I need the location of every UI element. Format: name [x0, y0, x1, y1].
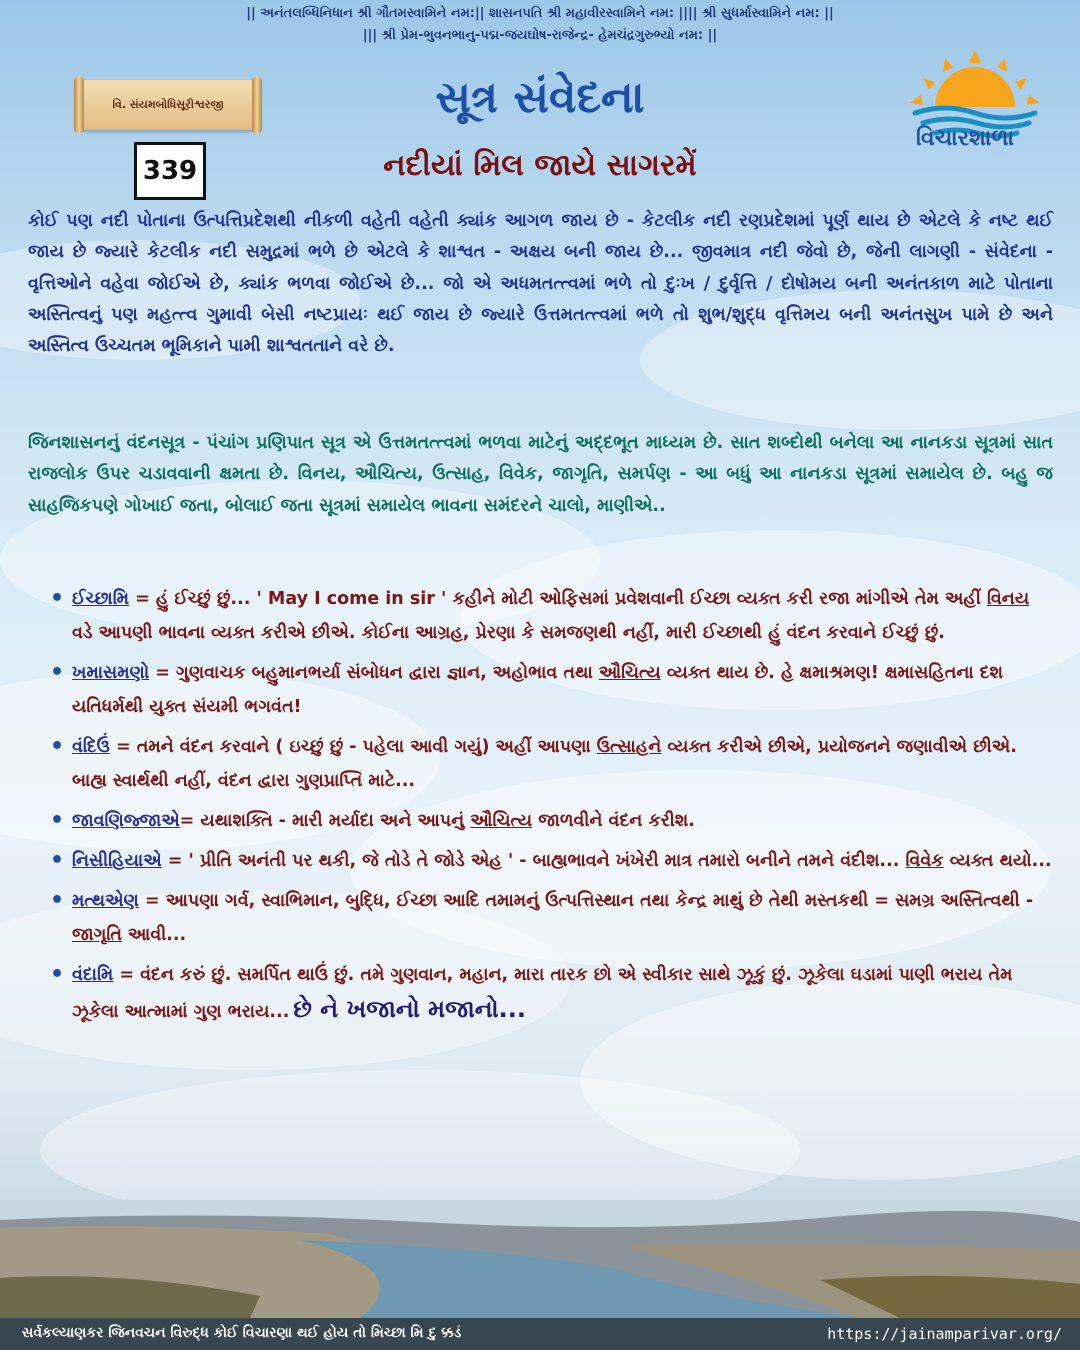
- header-salutation-line-1: || અનંતલબ્ધિનિધાન શ્રી ગૌતમસ્વામિને નમ:|| શાસનપતિ શ્રી મહાવીરસ્વામિને નમ: |||| શ્રી સુધર્માસ્વામિને નમ: ||: [246, 6, 834, 21]
- item-text: = હું ઈચ્છું છું... ' May I come in sir ' કહીને મોટી ઓફિસમાં પ્રવેશવાની ઈચ્છા વ્યક્ત કરી રજા માંગીએ તેમ અહીં: [129, 589, 987, 609]
- item-text: = ' પ્રીતિ અનંતી પર થકી, જે તોડે તે જોડે એહ ' - બાહ્યભાવને ખંખેરી માત્ર તમારો બનીને તમને વંદીશ...: [161, 851, 906, 871]
- list-item: [50, 958, 1055, 1029]
- item-text: આવી...: [121, 925, 187, 945]
- list-item: [50, 656, 1055, 724]
- sutra-word-list: [50, 582, 1055, 1035]
- virtue-word: ઉત્સાહને: [596, 737, 662, 757]
- footer-bar: [0, 1318, 1080, 1350]
- item-text: = આપણા ગર્વ, સ્વાભિમાન, બુદ્ધિ, ઈચ્છા આદિ તમામનું ઉત્પત્તિસ્થાન તથા કેન્દ્ર માથું છે તેથી મસ્તકથી = સમગ્ર અસ્તિત્વથી -: [138, 891, 1034, 911]
- item-text: = તમને વંદન કરવાને ( ઇચ્છું છું - પહેલા આવી ગયું) અહીં આપણા: [109, 737, 597, 757]
- item-text: વ્યક્ત થયો...: [943, 851, 1052, 871]
- item-text: જાળવીને વંદન કરીશ.: [532, 811, 695, 831]
- sutra-term: જાવણિજ્જાએ: [72, 811, 180, 831]
- item-text: વ્યક્ત કરીએ છીએ, પ્રયોજનને જણાવીએ છીએ. બાહ્ય સ્વાર્થથી નહીં, વંદન દ્વારા ગુણપ્રાપ્તિ માટે...: [72, 737, 1017, 791]
- virtue-word: ઔચિત્ય: [598, 663, 661, 683]
- list-item: [50, 844, 1055, 878]
- issue-number-box: [134, 142, 206, 200]
- item-text: = યથાશક્તિ - મારી મર્યાદા અને આપનું: [179, 811, 471, 831]
- page-subtitle: નદીયાં મિલ જાયે સાગરમેં: [383, 148, 697, 183]
- item-text: વ્યક્ત થાય છે. હે ક્ષમાશ્રમણ! ક્ષમાસહિતના દશ યતિધર્મથી યુક્ત સંયમી ભગવંત!: [72, 663, 1004, 717]
- page-title: સૂત્ર સંવેદના: [435, 72, 645, 123]
- list-item: [50, 804, 1055, 838]
- sutra-term: ખમાસમણો: [72, 663, 150, 683]
- sutra-term: મત્થએણ: [72, 891, 139, 911]
- virtue-word: વિનય: [986, 589, 1030, 609]
- footer-website-link[interactable]: https://jainamparivar.org/: [827, 1325, 1062, 1343]
- list-item: [50, 582, 1055, 650]
- sutra-term: નિસીહિયાએ: [72, 851, 162, 871]
- author-name: વિ. સંયમબોધિસૂરીશ્વરજી: [112, 98, 224, 111]
- virtue-word: વિવેક: [905, 851, 944, 871]
- sutra-intro-paragraph: જિનશાસનનું વંદનસૂત્ર - પંચાંગ પ્રણિપાત સૂત્ર એ ઉત્તમતત્ત્વમાં ભળવા માટેનું અદ્દભૂત માધ્યમ છે. સાત શબ્દોથી બનેલા આ નાનકડા સૂત્રમાં સાત રાજલોક ઉપર ચડાવવાની ક્ષમતા છે. વિનય, ઔચિત્ય, ઉત્સાહ, વિવેક, જાગૃતિ, સમર્પણ - આ બધું આ નાનકડા સૂત્રમાં સમાયેલ છે. બહુ જ સાહજિકપણે ગોખાઈ જતા, બોલાઈ જતા સૂત્રમાં સમાયેલ ભાવના સમંદરને ચાલો, માણીએ..: [28, 433, 1053, 516]
- item-text: = ગુણવાચક બહુમાનભર્યા સંબોધન દ્વારા જ્ઞાન, અહોભાવ તથા: [149, 663, 599, 683]
- closing-highlight: છે ને ખજાનો મજાનો...: [293, 995, 526, 1023]
- virtue-word: ઔચિત્ય: [470, 811, 533, 831]
- item-text: = વંદન કરું છું. સમર્પિત થાઉં છું. તમે ગુણવાન, મહાન, મારા તારક છો એ સ્વીકાર સાથે ઝૂકું છું. ઝૂકેલા ઘડામાં પાણી ભરાય તેમ ઝૂકેલા આત્મામાં ગુણ ભરાય...: [72, 965, 1013, 1022]
- logo-text: વિચારશાળા: [916, 126, 1014, 151]
- issue-number: 339: [142, 156, 198, 186]
- virtue-word: જાગૃતિ: [72, 925, 122, 945]
- header-salutation-line-2: ||| શ્રી પ્રેમ-ભુવનભાનુ-પદ્મ-જયઘોષ-રાજેન્દ્ર- હેમચંદ્રગુરુભ્યો નમ: ||: [362, 28, 718, 43]
- list-item: [50, 884, 1055, 952]
- footer-apology-text: સર્વકલ્યાણકર જિનવચન વિરુદ્ધ કોઈ વિચારણા થઈ હોય તો મિચ્છા મિ દુ ક્કડં: [22, 1325, 462, 1341]
- river-landscape-image: [0, 1200, 1080, 1318]
- sutra-term: વંદામિ: [72, 965, 114, 985]
- list-item: [50, 730, 1055, 798]
- author-scroll-banner: [80, 80, 256, 130]
- sutra-term: ઈચ્છામિ: [72, 589, 130, 609]
- sutra-term: વંદિઉં: [72, 737, 110, 757]
- item-text: વડે આપણી ભાવના વ્યક્ત કરીએ છીએ. કોઈના આગ્રહ, પ્રેરણા કે સમજણથી નહીં, મારી ઈચ્છાથી હું વંદન કરવાને ઈચ્છું છું.: [72, 623, 945, 643]
- intro-paragraph: કોઈ પણ નદી પોતાના ઉત્પત્તિપ્રદેશથી નીકળી વહેતી વહેતી ક્યાંક આગળ જાય છે - કેટલીક નદી રણપ્રદેશમાં પૂર્ણ થાય છે એટલે કે નષ્ટ થઈ જાય છે જ્યારે કેટલીક નદી સમુદ્રમાં ભળે છે એટલે કે શાશ્વત - અક્ષય બની જાય છે... જીવમાત્ર નદી જેવો છે, જેની લાગણી - સંવેદના - વૃત્તિઓને વહેવા જોઈએ છે, ક્યાંક ભળવા જોઈએ છે... જો એ અધમતત્ત્વમાં ભળે તો દુઃખ / દુર્વૃત્તિ / દોષોમય બની અનંતકાળ માટે પોતાના અસ્તિત્વનું પણ મહત્ત્વ ગુમાવી બેસી નષ્ટપ્રાયઃ થઈ જાય છે જ્યારે ઉત્તમતત્ત્વમાં ભળે તો શુભ/શુદ્ધ વૃત્તિમય બની અનંતસુખ પામે છે અને અસ્તિત્વ ઉચ્ચતમ ભૂમિકાને પામી શાશ્વતતાને વરે છે.: [28, 211, 1053, 357]
